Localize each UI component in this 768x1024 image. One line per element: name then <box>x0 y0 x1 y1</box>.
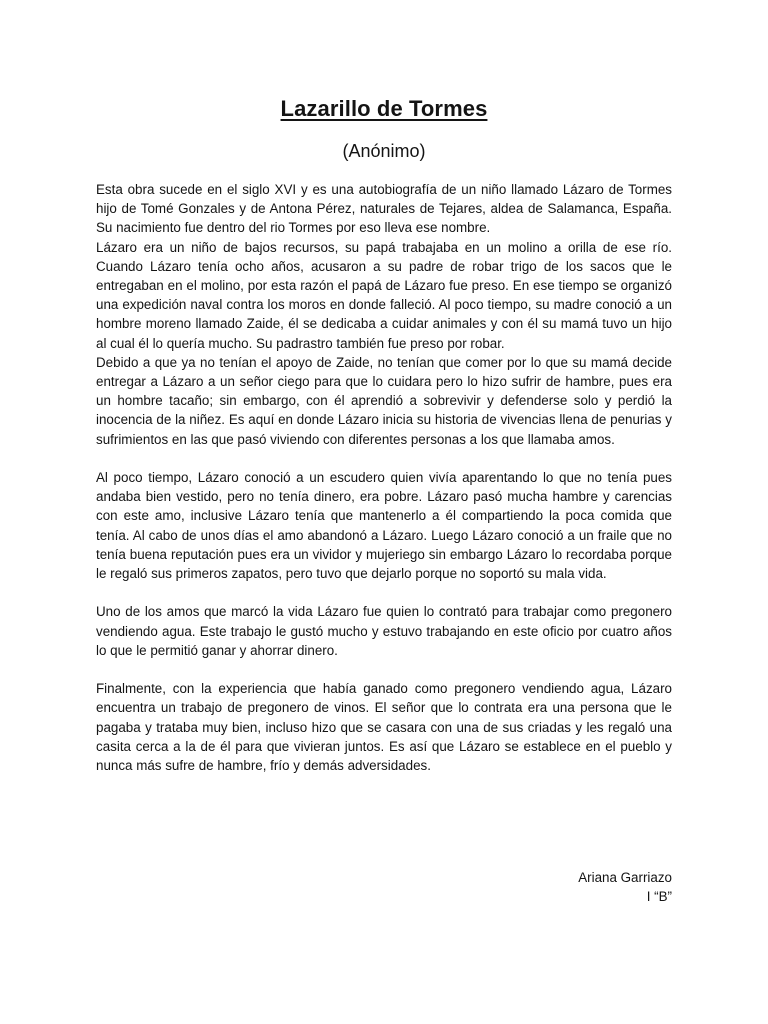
paragraph-4: Al poco tiempo, Lázaro conoció a un escudero quien vivía aparentando lo que no tenía pues andaba bien vestido, pero no tenía dinero, era pobre. Lázaro pasó mucha hambre y carencias con este amo, inclusive Lázaro tenía que mantenerlo a él compartiendo la poca comida que tenía. Al cabo de unos días el amo abandonó a Lázaro. Luego Lázaro conoció a un fraile que no tenía buena reputación pues era un vividor y mujeriego sin embargo Lázaro lo recordaba porque le regaló sus primeros zapatos, pero tuvo que dejarlo porque no soportó su mala vida. <box>96 470 672 582</box>
paragraph-5: Uno de los amos que marcó la vida Lázaro fue quien lo contrató para trabajar como pregonero vendiendo agua. Este trabajo le gustó mucho y estuvo trabajando en este oficio por cuatro años lo que le permitió ganar y ahorrar dinero. <box>96 604 672 658</box>
signature-block <box>578 868 672 906</box>
paragraph-6: Finalmente, con la experiencia que había ganado como pregonero vendiendo agua, Lázaro encuentra un trabajo de pregonero de vinos. El señor que lo contrata era una persona que le pagaba y trataba muy bien, incluso hizo que se casara con una de sus criadas y les regaló una casita cerca a la de él para que vivieran juntos. Es así que Lázaro se establece en el pueblo y nunca más sufre de hambre, frío y demás adversidades. <box>96 681 672 774</box>
paragraph-3: Debido a que ya no tenían el apoyo de Zaide, no tenían que comer por lo que su mamá decide entregar a Lázaro a un señor ciego para que lo cuidara pero lo hizo sufrir de hambre, pues era un hombre tacaño; sin embargo, con él aprendió a sobrevivir y defenderse solo y perdió la inocencia de la niñez. Es aquí en donde Lázaro inicia su historia de vivencias llena de penurias y sufrimientos en las que pasó viviendo con diferentes personas a los que llamaba amos. <box>96 354 672 447</box>
author-grade: I “B” <box>646 889 672 905</box>
document-subtitle: (Anónimo) <box>342 141 426 161</box>
document-title: Lazarillo de Tormes <box>280 96 488 121</box>
paragraph-1: Esta obra sucede en el siglo XVI y es una autobiografía de un niño llamado Lázaro de Tormes hijo de Tomé Gonzales y de Antona Pérez, naturales de Tejares, aldea de Salamanca, España. Su nacimiento fue dentro del rio Tormes por eso lleva ese nombre. <box>96 182 672 236</box>
paragraph-2: Lázaro era un niño de bajos recursos, su papá trabajaba en un molino a orilla de ese río. Cuando Lázaro tenía ocho años, acusaron a su padre de robar trigo de los sacos que le entregaban en el molino, por esta razón el papá de Lázaro fue preso. En ese tiempo se organizó una expedición naval contra los moros en donde falleció. Al poco tiempo, su madre conoció a un hombre moreno llamado Zaide, él se dedicaba a cuidar animales y con él su mamá tuvo un hijo al cual él lo quería mucho. Su padrastro también fue preso por robar. <box>96 239 672 351</box>
document-body <box>96 180 672 775</box>
author-name: Ariana Garriazo <box>578 870 672 885</box>
